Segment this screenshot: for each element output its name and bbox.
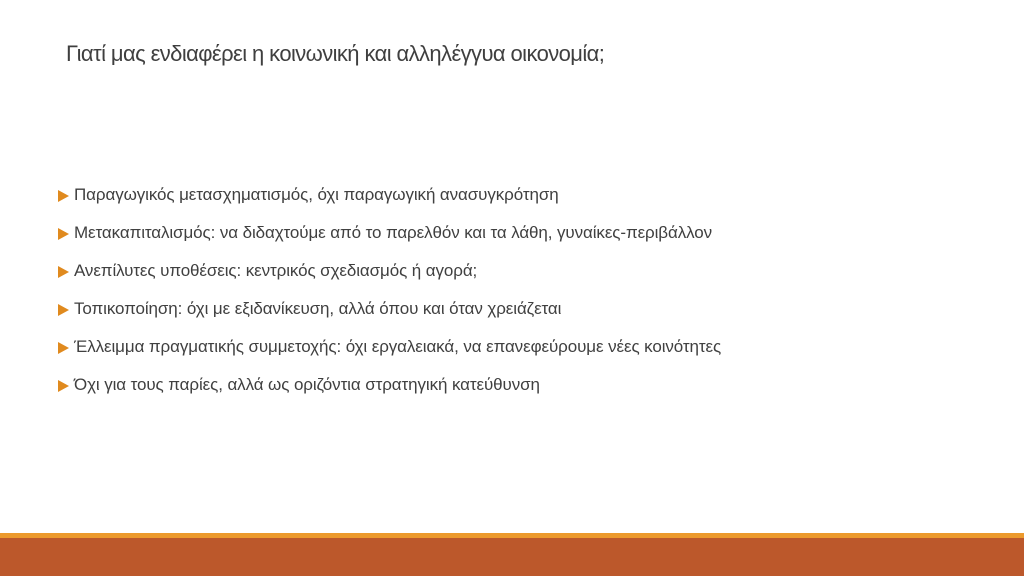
bullet-text: Έλλειμμα πραγματικής συμμετοχής: όχι εργαλειακά, να επανεφεύρουμε νέες κοινότητες xyxy=(74,337,722,356)
bullet-text: Τοπικοποίηση: όχι με εξιδανίκευση, αλλά όπου και όταν χρειάζεται xyxy=(74,299,562,318)
arrow-bullet-icon xyxy=(58,266,69,278)
bullet-text: Ανεπίλυτες υποθέσεις: κεντρικός σχεδιασμός ή αγορά; xyxy=(74,261,478,280)
arrow-bullet-icon xyxy=(58,342,69,354)
list-item xyxy=(58,214,721,252)
list-item xyxy=(58,252,721,290)
arrow-bullet-icon xyxy=(58,380,69,392)
arrow-bullet-icon xyxy=(58,228,69,240)
bullet-text: Μετακαπιταλισμός: να διδαχτούμε από το παρελθόν και τα λάθη, γυναίκες-περιβάλλον xyxy=(74,223,713,242)
bullet-text: Παραγωγικός μετασχηματισμός, όχι παραγωγική ανασυγκρότηση xyxy=(74,185,559,204)
list-item xyxy=(58,328,721,366)
list-item xyxy=(58,176,721,214)
arrow-bullet-icon xyxy=(58,304,69,316)
list-item xyxy=(58,366,721,404)
slide-title: Γιατί μας ενδιαφέρει η κοινωνική και αλληλέγγυα οικονομία; xyxy=(66,41,605,66)
bullet-text: Όχι για τους παρίες, αλλά ως οριζόντια στρατηγική κατεύθυνση xyxy=(74,375,540,394)
footer-bar xyxy=(0,538,1024,576)
arrow-bullet-icon xyxy=(58,190,69,202)
list-item xyxy=(58,290,721,328)
bullet-list xyxy=(58,176,721,404)
